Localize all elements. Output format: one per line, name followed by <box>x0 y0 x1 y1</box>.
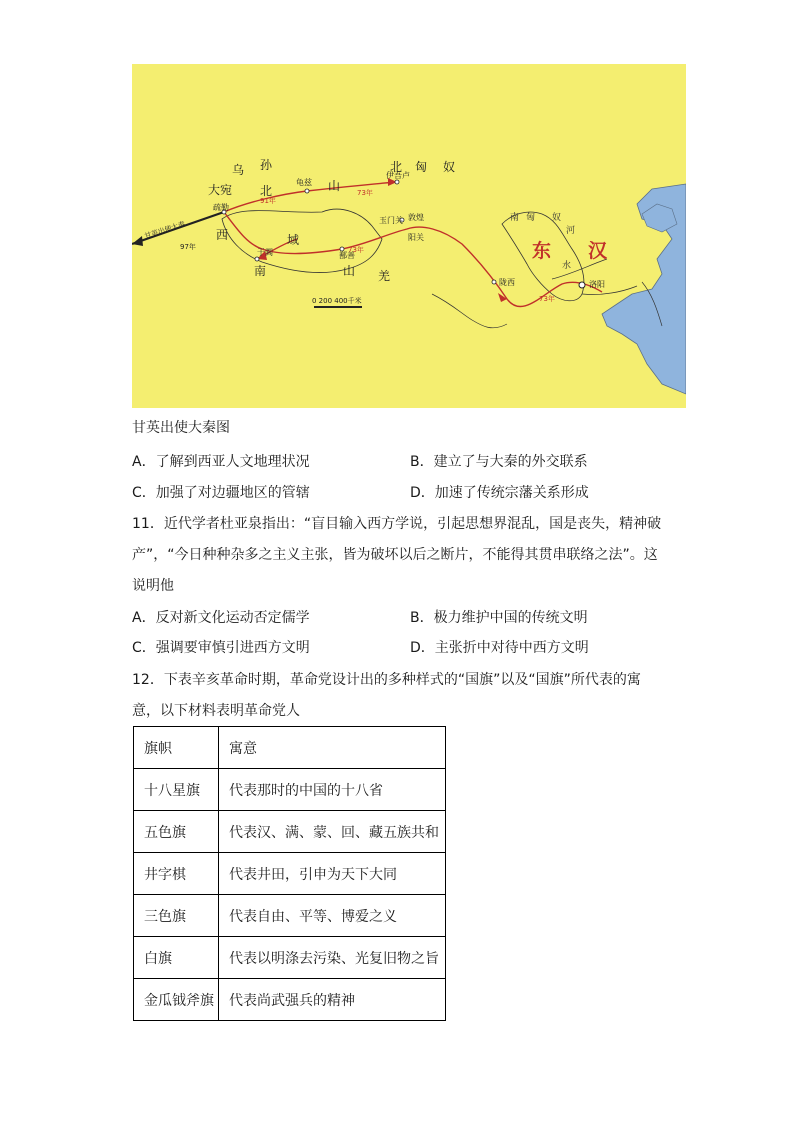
city-marker-qiuci <box>305 189 309 193</box>
table-row <box>134 811 446 853</box>
flags-table <box>133 726 446 1021</box>
city-label-qiuci: 龟兹 <box>296 178 312 187</box>
map-label-yu: 域 <box>287 233 300 247</box>
map-label-xiongnu-3: 奴 <box>443 160 456 174</box>
map-label-qiang: 羌 <box>378 269 391 283</box>
route-label-year-73b: 73年 <box>348 246 364 254</box>
q10-option-c: C．加强了对边疆地区的管辖 <box>132 485 310 501</box>
map-label-nan-xiongnu-1: 南 <box>510 213 520 223</box>
q10-option-b: B．建立了与大秦的外交联系 <box>410 454 588 470</box>
map-label-xiongnu-2: 匈 <box>415 160 428 174</box>
map-caption: 甘英出使大秦图 <box>132 420 230 436</box>
table-header-meaning: 寓意 <box>219 727 446 769</box>
map-label-nan: 南 <box>254 264 267 278</box>
table-cell-flag: 白旗 <box>134 937 219 979</box>
map-tarim-outline <box>222 209 382 272</box>
map-label-river-he: 河 <box>566 226 576 236</box>
table-cell-flag: 十八星旗 <box>134 769 219 811</box>
table-cell-meaning: 代表以明涤去污染、光复旧物之旨 <box>219 937 446 979</box>
table-cell-meaning: 代表尚武强兵的精神 <box>219 979 446 1021</box>
city-label-shanshan: 鄯善 <box>339 251 355 260</box>
table-cell-flag: 金瓜钺斧旗 <box>134 979 219 1021</box>
q11-stem-line3: 说明他 <box>132 578 174 594</box>
route-label-year-73c: 73年 <box>539 295 555 303</box>
q12-stem-line1: 12．下表辛亥革命时期，革命党设计出的多种样式的“国旗”以及“国旗”所代表的寓 <box>132 672 641 688</box>
table-header-flag: 旗帜 <box>134 727 219 769</box>
map-label-river-shui: 水 <box>562 261 572 271</box>
city-label-shule: 疏勒 <box>213 203 229 212</box>
route-label-gan-ying: 甘英出使大秦 <box>143 220 187 241</box>
route-label-year-73a: 73年 <box>357 189 373 197</box>
city-label-yiwulu: 伊吾卢 <box>386 171 410 180</box>
map-label-donghan-2: 汉 <box>588 240 608 262</box>
city-label-yutian: 于阗 <box>257 248 273 257</box>
route-label-year-91: 91年 <box>260 197 276 205</box>
map-label-dayuan: 大宛 <box>208 183 233 197</box>
table-row <box>134 769 446 811</box>
scale-label: 0 200 400千米 <box>312 297 362 305</box>
q11-option-b: B．极力维护中国的传统文明 <box>410 610 588 626</box>
map-label-nan-xiongnu-3: 奴 <box>552 213 562 223</box>
q10-option-d: D．加速了传统宗藩关系形成 <box>410 485 589 501</box>
table-cell-meaning: 代表井田，引申为天下大同 <box>219 853 446 895</box>
map-label-wusun-2: 孙 <box>260 158 273 172</box>
route-label-year-97: 97年 <box>180 243 196 251</box>
q11-option-d: D．主张折中对待中西方文明 <box>410 640 589 656</box>
table-cell-flag: 井字棋 <box>134 853 219 895</box>
table-header-row <box>134 727 446 769</box>
map-figure <box>132 64 686 408</box>
table-cell-meaning: 代表汉、满、蒙、回、藏五族共和 <box>219 811 446 853</box>
table-cell-flag: 五色旗 <box>134 811 219 853</box>
table-cell-meaning: 代表那时的中国的十八省 <box>219 769 446 811</box>
map-label-bei: 北 <box>260 184 273 198</box>
map-label-nan-xiongnu-2: 匈 <box>526 213 536 223</box>
city-label-dunhuang: 敦煌 <box>408 213 424 222</box>
table-cell-meaning: 代表自由、平等、博爱之义 <box>219 895 446 937</box>
city-label-luoyang: 洛阳 <box>589 280 605 289</box>
city-marker-yutian <box>255 257 259 261</box>
city-marker-yiwulu <box>395 180 399 184</box>
city-marker-longxi <box>492 280 496 284</box>
q11-option-c: C．强调要审慎引进西方文明 <box>132 640 310 656</box>
q10-option-a: A．了解到西亚人文地理状况 <box>132 454 310 470</box>
q11-option-a: A．反对新文化运动否定儒学 <box>132 610 310 626</box>
map-river-south <box>432 294 507 328</box>
q11-stem-line1: 11．近代学者杜亚泉指出：“盲目输入西方学说，引起思想界混乱，国是丧失，精神破 <box>132 516 662 532</box>
route-south <box>224 212 342 254</box>
q11-stem-line2: 产”，“今日种种杂多之主义主张，皆为破坏以后之断片，不能得其贯串联络之法”。这 <box>132 547 658 563</box>
city-label-longxi: 陇西 <box>499 278 515 287</box>
table-row <box>134 895 446 937</box>
map-label-wusun-1: 乌 <box>232 163 245 177</box>
table-row <box>134 937 446 979</box>
map-label-xiongnu-1: 北 <box>390 160 403 174</box>
city-label-yumenguan: 玉门关 <box>379 216 403 225</box>
table-row <box>134 853 446 895</box>
map-label-donghan-1: 东 <box>532 240 552 262</box>
map-label-shan2: 山 <box>343 264 356 278</box>
city-label-yangguan: 阳关 <box>408 233 424 242</box>
q12-stem-line2: 意，以下材料表明革命党人 <box>132 703 300 719</box>
map-label-tianshan: 山 <box>328 179 341 193</box>
table-row <box>134 979 446 1021</box>
table-cell-flag: 三色旗 <box>134 895 219 937</box>
map-label-xi: 西 <box>216 228 229 242</box>
city-marker-luoyang <box>579 282 585 288</box>
